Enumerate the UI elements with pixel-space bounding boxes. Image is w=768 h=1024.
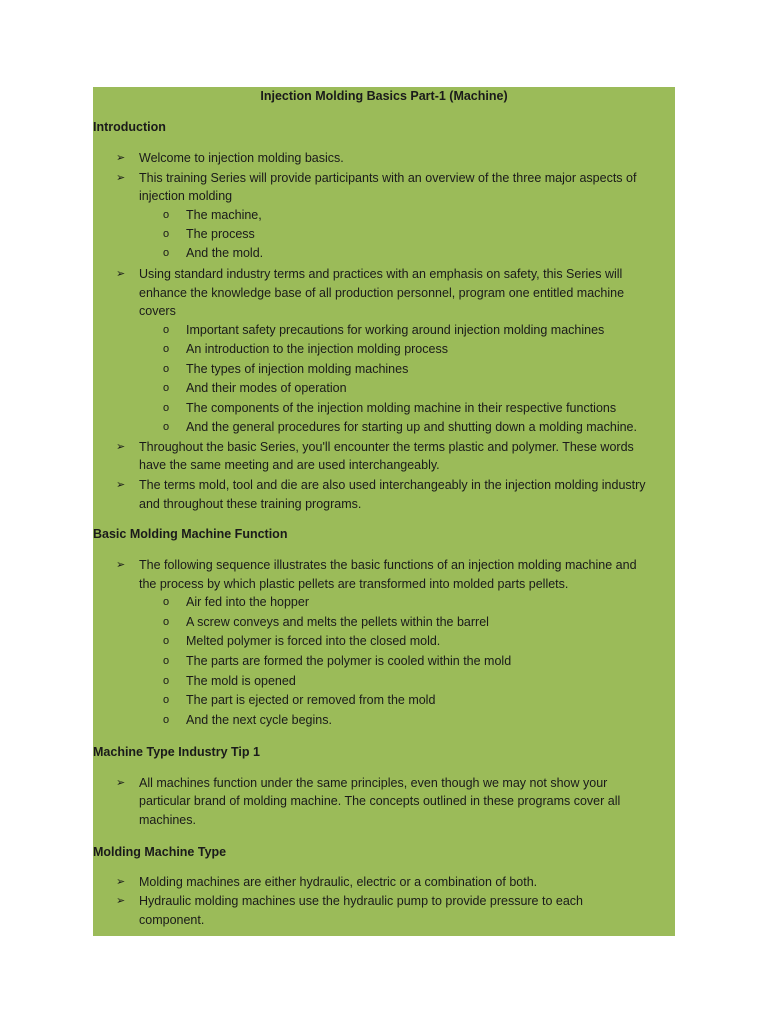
arrow-bullet-icon: ➢ [116, 268, 126, 280]
arrow-bullet-icon: ➢ [116, 895, 126, 907]
circle-bullet-icon: o [163, 363, 170, 375]
bullet-text: machines. [139, 813, 196, 827]
bullet-text: Hydraulic molding machines use the hydraulic pump to provide pressure to each [139, 894, 583, 908]
sub-bullet-text: An introduction to the injection molding process [186, 342, 448, 356]
bullet-text: This training Series will provide participants with an overview of the three major aspects of [139, 171, 637, 185]
sub-bullet-text: A screw conveys and melts the pellets within the barrel [186, 615, 489, 629]
section-heading-machine-type: Molding Machine Type [93, 845, 227, 859]
bullet-text: enhance the knowledge base of all production personnel, program one entitled machine [139, 286, 625, 300]
circle-bullet-icon: o [163, 675, 170, 687]
bullet-text: The terms mold, tool and die are also used interchangeably in the injection molding industry [139, 478, 646, 492]
circle-bullet-icon: o [163, 402, 170, 414]
arrow-bullet-icon: ➢ [116, 876, 126, 888]
sub-bullet-text: The machine, [186, 208, 262, 222]
arrow-bullet-icon: ➢ [116, 559, 126, 571]
section-heading-industry-tip: Machine Type Industry Tip 1 [93, 745, 260, 759]
arrow-bullet-icon: ➢ [116, 441, 126, 453]
sub-bullet-text: The parts are formed the polymer is cooled within the mold [186, 654, 512, 668]
sub-bullet-text: And the mold. [186, 246, 264, 260]
circle-bullet-icon: o [163, 694, 170, 706]
bullet-text: injection molding [139, 189, 233, 203]
bullet-text: covers [139, 304, 176, 318]
bullet-text: The following sequence illustrates the basic functions of an injection molding machine and [139, 558, 637, 572]
circle-bullet-icon: o [163, 382, 170, 394]
document-page [93, 87, 675, 936]
bullet-text: Welcome to injection molding basics. [139, 151, 344, 165]
sub-bullet-text: The types of injection molding machines [186, 362, 409, 376]
circle-bullet-icon: o [163, 596, 170, 608]
circle-bullet-icon: o [163, 655, 170, 667]
circle-bullet-icon: o [163, 209, 170, 221]
circle-bullet-icon: o [163, 616, 170, 628]
arrow-bullet-icon: ➢ [116, 777, 126, 789]
sub-bullet-text: The process [186, 227, 255, 241]
circle-bullet-icon: o [163, 247, 170, 259]
bullet-text: the process by which plastic pellets are transformed into molded parts pellets. [139, 577, 569, 591]
circle-bullet-icon: o [163, 228, 170, 240]
sub-bullet-text: And the general procedures for starting up and shutting down a molding machine. [186, 420, 637, 434]
arrow-bullet-icon: ➢ [116, 152, 126, 164]
bullet-text: and throughout these training programs. [139, 497, 362, 511]
arrow-bullet-icon: ➢ [116, 479, 126, 491]
bullet-text: Molding machines are either hydraulic, electric or a combination of both. [139, 875, 538, 889]
bullet-text: component. [139, 913, 205, 927]
bullet-text: particular brand of molding machine. The concepts outlined in these programs cover all [139, 794, 621, 808]
bullet-text: All machines function under the same principles, even though we may not show your [139, 776, 608, 790]
section-heading-basic-function: Basic Molding Machine Function [93, 527, 288, 541]
section-heading-introduction: Introduction [93, 120, 166, 134]
circle-bullet-icon: o [163, 343, 170, 355]
sub-bullet-text: Important safety precautions for working around injection molding machines [186, 323, 605, 337]
bullet-text: have the same meeting and are used interchangeably. [139, 458, 440, 472]
circle-bullet-icon: o [163, 714, 170, 726]
sub-bullet-text: The components of the injection molding machine in their respective functions [186, 401, 617, 415]
sub-bullet-text: The part is ejected or removed from the mold [186, 693, 436, 707]
sub-bullet-text: Melted polymer is forced into the closed mold. [186, 634, 441, 648]
sub-bullet-text: And their modes of operation [186, 381, 347, 395]
bullet-text: Using standard industry terms and practices with an emphasis on safety, this Series will [139, 267, 623, 281]
circle-bullet-icon: o [163, 324, 170, 336]
bullet-text: Throughout the basic Series, you'll encounter the terms plastic and polymer. These words [139, 440, 634, 454]
sub-bullet-text: And the next cycle begins. [186, 713, 332, 727]
document-title: Injection Molding Basics Part-1 (Machine) [260, 89, 508, 103]
sub-bullet-text: The mold is opened [186, 674, 296, 688]
circle-bullet-icon: o [163, 635, 170, 647]
circle-bullet-icon: o [163, 421, 170, 433]
arrow-bullet-icon: ➢ [116, 172, 126, 184]
sub-bullet-text: Air fed into the hopper [186, 595, 309, 609]
